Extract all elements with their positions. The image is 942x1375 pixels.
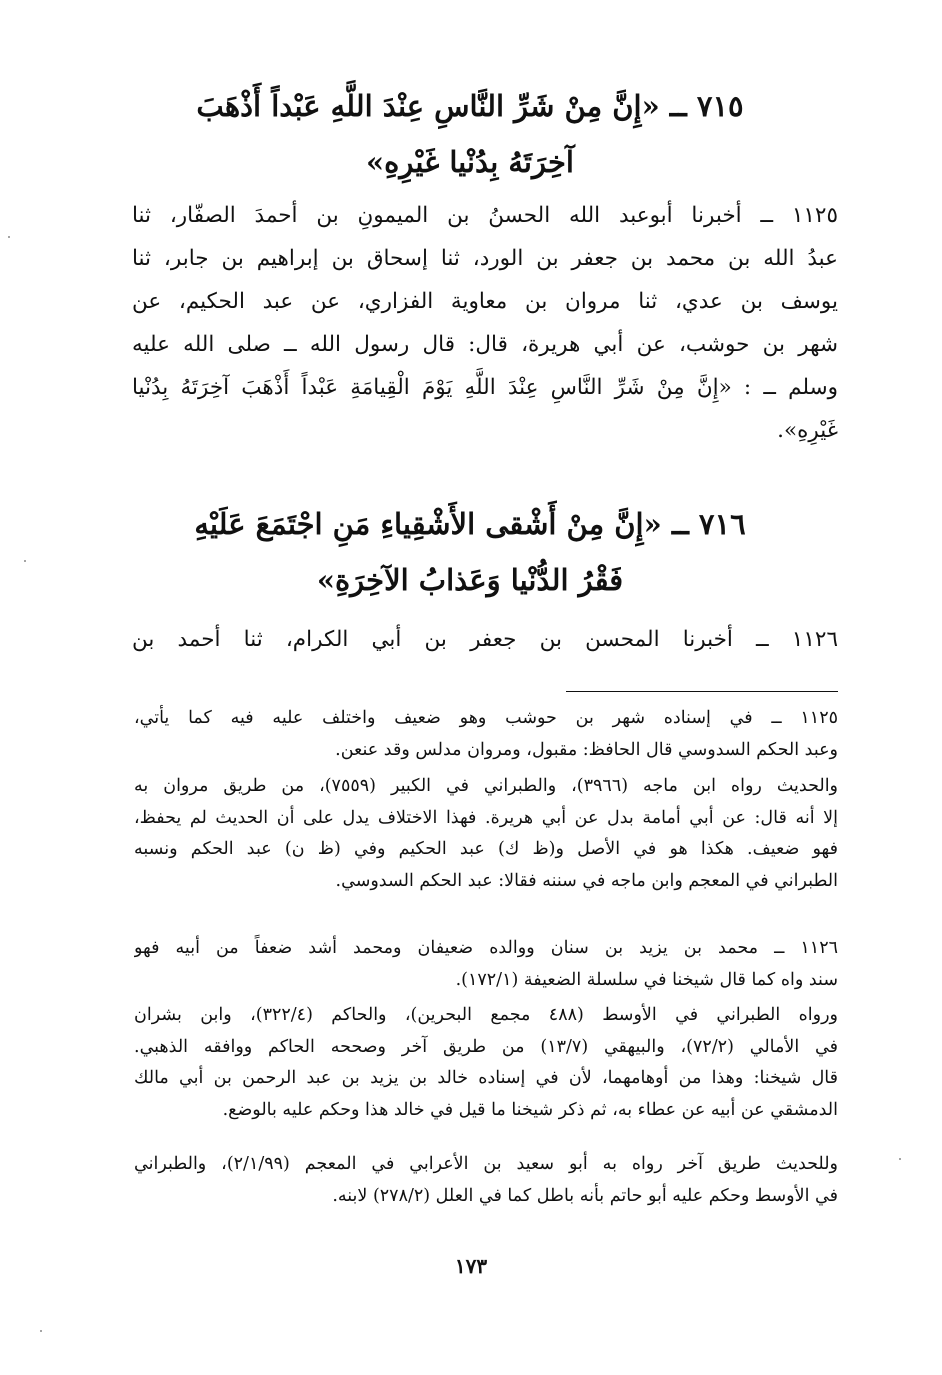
footnote-line: ١١٢٦ ــ محمد بن يزيد بن سنان ووالده ضعيفان ومحمد أشد ضعفاً من أبيه فهو — [134, 938, 838, 958]
footnote-line: إلا أنه قال: عن أبي أمامة بدل عن أبي هريرة. فهذا الاختلاف يدل على أن الحديث لم يحفظ، — [134, 807, 838, 828]
footnote-line: وللحديث طريق آخر رواه به أبو سعيد بن الأعرابي في المعجم (٢/١/٩٩)، والطبراني — [134, 1154, 838, 1174]
hadith-1126-line-1: ١١٢٦ ــ أخبرنا المحسن بن جعفر بن أبي الكرام، ثنا أحمد بن — [132, 627, 838, 652]
heading-715-line-1: ٧١٥ ــ «إِنَّ مِنْ شَرِّ النَّاسِ عِنْدَ اللَّهِ عَبْداً أَذْهَبَ — [196, 89, 744, 123]
scan-speck — [24, 560, 26, 562]
footnote-1125-a — [134, 703, 838, 766]
scan-speck — [899, 1158, 901, 1160]
scan-speck — [40, 1330, 42, 1332]
hadith-1126-text — [132, 618, 838, 661]
footnote-line: سند واه كما قال شيخنا في سلسلة الضعيفة (١٧٢/١). — [455, 969, 838, 990]
hadith-1125-line-2: عبدُ الله بن محمد بن جعفر بن الورد، ثنا إسحاق بن إبراهيم بن جابر، ثنا — [132, 246, 838, 271]
footnote-line: وعبد الحكم السدوسي قال الحافظ: مقبول، ومروان مدلس وقد عنعن. — [335, 739, 838, 760]
heading-716-line-1: ٧١٦ ــ «إِنَّ مِنْ أَشْقى الأَشْقِياءِ مَنِ اجْتَمَعَ عَلَيْهِ — [194, 507, 746, 541]
footnote-line: والحديث رواه ابن ماجه (٣٩٦٦)، والطبراني في الكبير (٧٥٥٩)، من طريق مروان به — [134, 776, 838, 796]
footnote-line: قال شيخنا: وهذا من أوهامهما، لأن في إسناده خالد بن يزيد بن عبد الرحمن بن أبي مالك — [134, 1068, 838, 1088]
hadith-1125-line-1: ١١٢٥ ــ أخبرنا أبوعبد الله الحسنُ بن الميمونِ بن أحمدَ الصفّار، ثنا — [132, 203, 838, 228]
hadith-1125-line-4: شهر بن حوشب، عن أبي هريرة، قال: قال رسول الله ــ صلى الله عليه — [132, 332, 838, 357]
footnote-line: الدمشقي عن أبيه عن عطاء به، ثم ذكر شيخنا ما قيل في خالد هذا وحكم عليه بالوضع. — [222, 1099, 838, 1120]
heading-716-line-2: فَقْرُ الدُّنْيا وَعَذابُ الآخِرَةِ» — [316, 563, 624, 597]
footnote-line: ورواه الطبراني في الأوسط (٤٨٨ مجمع البحرين)، والحاكم (٣٢٢/٤)، وابن بشران — [134, 1005, 838, 1025]
footnote-line: في الأوسط وحكم عليه أبو حاتم بأنه باطل كما في العلل (٢٧٨/٢) لابنه. — [332, 1185, 838, 1206]
footnote-1126-b — [134, 1000, 838, 1126]
footnote-1126-c — [134, 1149, 838, 1212]
hadith-1125-line-5: وسلم ــ : «إِنَّ مِنْ شَرِّ النَّاسِ عِنْدَ اللَّهِ يَوْمَ الْقِيامَةِ عَبْداً أَذْهَبَ آخِرَتَهُ بِدُنْيا — [132, 375, 838, 400]
footnote-line: فهو ضعيف. هكذا هو في الأصل و(ظ ك) عبد الحكيم وفي (ظ ن) عبد الحكم ونسبه — [134, 839, 838, 859]
footnote-1126-a — [134, 933, 838, 996]
heading-716 — [120, 496, 820, 608]
footnote-1125-b — [134, 771, 838, 897]
footnote-line: في الأمالي (٧٢/٢)، والبيهقي (١٣/٧) من طريق آخر وصححه الحاكم ووافقه الذهبي. — [134, 1036, 838, 1057]
hadith-1125-text — [132, 194, 838, 452]
scan-speck — [8, 236, 10, 238]
footnote-divider — [566, 691, 838, 692]
heading-715-line-2: آخِرَتَهُ بِدُنْيا غَيْرِهِ» — [366, 145, 574, 179]
footnote-line: الطبراني في المعجم وابن ماجه في سننه فقالا: عبد الحكم السدوسي. — [335, 870, 838, 891]
heading-715 — [120, 78, 820, 190]
page-number: ١٧٣ — [454, 1254, 488, 1278]
footnote-line: ١١٢٥ ــ في إسناده شهر بن حوشب وهو ضعيف واختلف عليه فيه كما يأتي، — [134, 708, 838, 728]
hadith-1125-line-6: غَيْرِهِ». — [777, 418, 838, 443]
hadith-1125-line-3: يوسف بن عدي، ثنا مروان بن معاوية الفزاري، عن عبد الحكيم، عن — [132, 289, 838, 314]
